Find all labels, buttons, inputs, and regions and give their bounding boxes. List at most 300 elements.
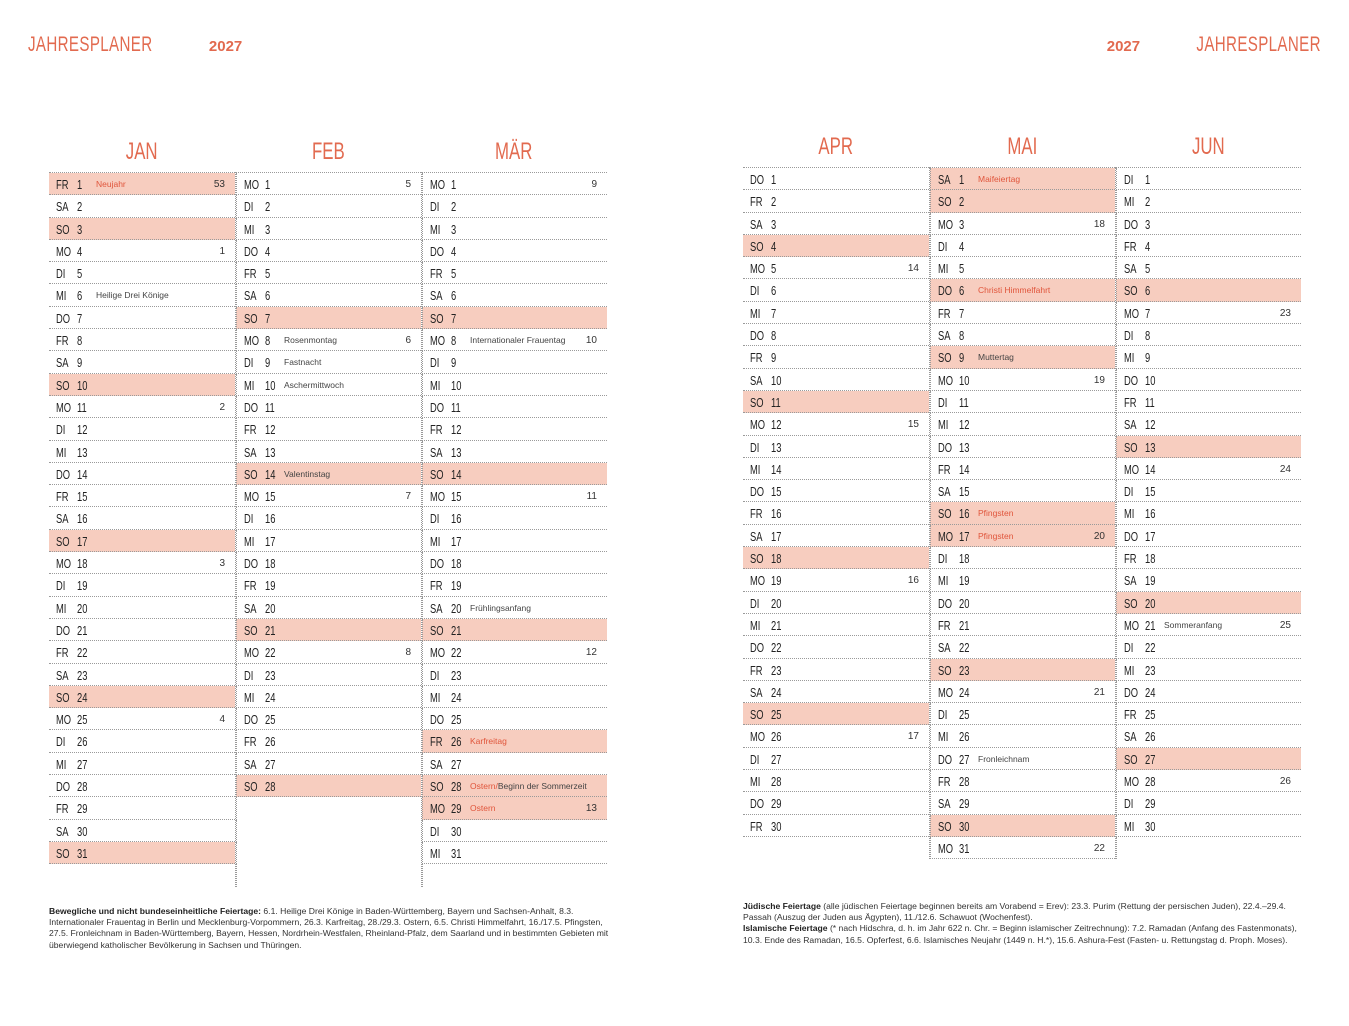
- week-number: 7: [405, 491, 411, 503]
- weekday: SO: [938, 506, 952, 522]
- day-number: 4: [1145, 238, 1151, 254]
- day-number: 27: [265, 756, 276, 772]
- day-row: [1116, 480, 1301, 502]
- weekday: MO: [938, 372, 954, 388]
- day-number: 5: [77, 266, 83, 282]
- day-row: [743, 324, 929, 346]
- day-number: 26: [451, 734, 462, 750]
- weekday: SA: [56, 511, 69, 527]
- day-number: 16: [959, 506, 970, 522]
- week-number: 21: [1093, 686, 1105, 698]
- weekday: SA: [938, 796, 951, 812]
- weekday: MI: [430, 377, 441, 393]
- day-row: [930, 681, 1115, 703]
- day-number: 28: [959, 774, 970, 790]
- day-row: [930, 703, 1115, 725]
- day-row: [743, 302, 929, 324]
- day-row: [930, 235, 1115, 257]
- week-number: 12: [585, 647, 597, 659]
- weekday: DI: [1124, 796, 1134, 812]
- weekday: MO: [244, 333, 260, 349]
- day-row: [1116, 681, 1301, 703]
- day-row: [930, 525, 1115, 547]
- day-row: [49, 507, 235, 529]
- weekday: SA: [244, 444, 257, 460]
- weekday: SO: [1124, 751, 1138, 767]
- day-row: [422, 552, 607, 574]
- weekday: SA: [244, 600, 257, 616]
- day-number: 8: [771, 328, 777, 344]
- day-event: Aschermittwoch: [284, 379, 344, 390]
- day-number: 24: [265, 689, 276, 705]
- day-row-empty: [236, 864, 421, 886]
- day-number: 20: [265, 600, 276, 616]
- weekday: SA: [56, 355, 69, 371]
- weekday: MI: [1124, 194, 1135, 210]
- day-row: [49, 351, 235, 373]
- day-row: [930, 279, 1115, 301]
- weekday: FR: [750, 818, 763, 834]
- day-row: [930, 302, 1115, 324]
- weekday: MO: [1124, 774, 1140, 790]
- day-number: 5: [265, 266, 271, 282]
- day-number: 3: [959, 216, 965, 232]
- weekday: DO: [56, 466, 71, 482]
- day-row: [1116, 725, 1301, 747]
- day-number: 27: [77, 756, 88, 772]
- day-row: [1116, 190, 1301, 212]
- day-row: [743, 659, 929, 681]
- weekday: SO: [938, 662, 952, 678]
- day-number: 3: [77, 221, 83, 237]
- day-row: [422, 797, 607, 819]
- day-number: 30: [1145, 818, 1156, 834]
- day-number: 14: [959, 461, 970, 477]
- weekday: MO: [56, 399, 72, 415]
- day-row: [930, 659, 1115, 681]
- day-number: 17: [451, 533, 462, 549]
- week-number: 22: [1093, 842, 1105, 854]
- planner-title: JAHRESPLANER: [28, 33, 153, 56]
- day-row: [49, 708, 235, 730]
- week-number: 2: [219, 401, 225, 413]
- weekday: FR: [56, 333, 69, 349]
- day-row: [930, 792, 1115, 814]
- day-number: 2: [451, 199, 457, 215]
- day-row: [49, 195, 235, 217]
- day-number: 3: [451, 221, 457, 237]
- day-number: 25: [959, 707, 970, 723]
- day-number: 25: [451, 712, 462, 728]
- weekday: MO: [1124, 617, 1140, 633]
- day-number: 11: [451, 399, 461, 415]
- day-number: 8: [77, 333, 83, 349]
- day-row: [236, 218, 421, 240]
- day-number: 15: [771, 484, 782, 500]
- day-row: [236, 262, 421, 284]
- day-row: [236, 195, 421, 217]
- day-row: [930, 391, 1115, 413]
- day-number: 21: [771, 617, 782, 633]
- day-number: 14: [771, 461, 782, 477]
- day-number: 1: [451, 177, 457, 192]
- weekday: DO: [750, 796, 765, 812]
- day-number: 12: [265, 422, 276, 438]
- day-row: [1116, 302, 1301, 324]
- weekday: DO: [1124, 684, 1139, 700]
- day-number: 19: [771, 573, 782, 589]
- day-row: [236, 351, 421, 373]
- day-row: [1116, 213, 1301, 235]
- day-number: 7: [771, 305, 777, 321]
- day-row: [1116, 614, 1301, 636]
- day-number: 27: [771, 751, 782, 767]
- weekday: SO: [56, 845, 70, 861]
- weekday: FR: [750, 506, 763, 522]
- week-number: 1: [219, 245, 225, 257]
- weekday: MO: [938, 684, 954, 700]
- day-row: [422, 641, 607, 663]
- day-number: 26: [265, 734, 276, 750]
- weekday: MI: [1124, 506, 1135, 522]
- day-number: 16: [265, 511, 276, 527]
- weekday: DI: [1124, 172, 1134, 187]
- day-number: 27: [451, 756, 462, 772]
- month-name: JAN: [126, 138, 158, 165]
- day-number: 26: [1145, 729, 1156, 745]
- weekday: SA: [938, 328, 951, 344]
- day-row: [1116, 659, 1301, 681]
- day-row: [743, 592, 929, 614]
- day-number: 29: [771, 796, 782, 812]
- day-number: 12: [77, 422, 88, 438]
- weekday: DI: [430, 823, 440, 839]
- day-number: 12: [451, 422, 462, 438]
- weekday: SA: [938, 640, 951, 656]
- weekday: FR: [938, 305, 951, 321]
- weekday: SA: [1124, 261, 1137, 277]
- day-number: 18: [451, 556, 462, 572]
- day-row: [743, 815, 929, 837]
- day-number: 28: [265, 779, 276, 795]
- day-number: 22: [1145, 640, 1156, 656]
- week-number: 53: [213, 179, 225, 190]
- weekday: FR: [244, 578, 257, 594]
- weekday: SO: [938, 818, 952, 834]
- day-number: 10: [771, 372, 782, 388]
- month-column: [421, 132, 607, 887]
- weekday: MO: [750, 417, 766, 433]
- day-row: [743, 436, 929, 458]
- month-column: [929, 127, 1115, 859]
- day-row: [1116, 636, 1301, 658]
- day-row: [743, 235, 929, 257]
- day-row: [930, 547, 1115, 569]
- day-row: [236, 374, 421, 396]
- day-row: [743, 636, 929, 658]
- day-row-empty: [422, 864, 607, 886]
- weekday: DO: [938, 751, 953, 767]
- page-header-right: [1107, 33, 1321, 57]
- weekday: DO: [750, 484, 765, 500]
- weekday: DI: [56, 734, 66, 750]
- day-row: [930, 369, 1115, 391]
- day-number: 3: [771, 216, 777, 232]
- day-row: [422, 374, 607, 396]
- day-number: 9: [77, 355, 83, 371]
- weekday: DO: [750, 328, 765, 344]
- weekday: MI: [1124, 818, 1135, 834]
- day-number: 15: [959, 484, 970, 500]
- note-text-jewish: (alle jüdischen Feiertage beginnen bereits am Vorabend = Erev): 23.3. Purim (Rettung der persischen Juden), 22.4.–29.4. Passah (Auszug der Juden aus Ägypten), 11./12.6. Schawuot (Wochenfest).: [743, 901, 1286, 923]
- day-row: [1116, 592, 1301, 614]
- day-row: [49, 664, 235, 686]
- weekday: MO: [430, 177, 446, 192]
- day-event: Internationaler Frauentag: [470, 335, 566, 346]
- day-number: 2: [771, 194, 777, 210]
- day-row: [236, 619, 421, 641]
- day-row: [49, 820, 235, 842]
- weekday: MO: [244, 645, 260, 661]
- day-number: 3: [265, 221, 271, 237]
- weekday: MO: [938, 840, 954, 856]
- day-number: 5: [959, 261, 965, 277]
- day-number: 27: [1145, 751, 1156, 767]
- day-row: [1116, 703, 1301, 725]
- weekday: DI: [244, 511, 254, 527]
- weekday: SA: [244, 756, 257, 772]
- day-row: [49, 730, 235, 752]
- day-number: 18: [77, 556, 88, 572]
- weekday: SO: [244, 466, 258, 482]
- day-number: 7: [1145, 305, 1151, 321]
- weekday: DI: [1124, 328, 1134, 344]
- weekday: SO: [750, 394, 764, 410]
- weekday: DO: [1124, 216, 1139, 232]
- day-row: [930, 748, 1115, 770]
- day-row: [743, 168, 929, 190]
- weekday: DO: [430, 399, 445, 415]
- day-number: 24: [771, 684, 782, 700]
- day-row: [236, 329, 421, 351]
- day-row: [930, 592, 1115, 614]
- weekday: DI: [56, 422, 66, 438]
- day-row: [743, 391, 929, 413]
- day-row: [236, 418, 421, 440]
- day-number: 9: [265, 355, 271, 371]
- weekday: FR: [938, 774, 951, 790]
- day-number: 30: [959, 818, 970, 834]
- weekday: MI: [244, 689, 255, 705]
- day-number: 4: [959, 238, 965, 254]
- day-row: [1116, 569, 1301, 591]
- day-list: [235, 172, 421, 887]
- day-row: [49, 842, 235, 864]
- day-row-empty: [1116, 837, 1301, 859]
- weekday: SA: [430, 444, 443, 460]
- day-row: [930, 213, 1115, 235]
- weekday: SO: [244, 622, 258, 638]
- day-row: [236, 574, 421, 596]
- weekday: DI: [938, 238, 948, 254]
- weekday: DI: [750, 439, 760, 455]
- day-row: [743, 614, 929, 636]
- day-row: [422, 597, 607, 619]
- day-number: 4: [771, 238, 777, 254]
- weekday: MO: [750, 261, 766, 277]
- weekday: SA: [56, 667, 69, 683]
- day-number: 3: [1145, 216, 1151, 232]
- day-number: 24: [1145, 684, 1156, 700]
- weekday: SO: [750, 238, 764, 254]
- weekday: MO: [244, 489, 260, 505]
- day-row: [1116, 748, 1301, 770]
- day-number: 20: [77, 600, 88, 616]
- day-row: [49, 441, 235, 463]
- month-column: [1115, 127, 1301, 859]
- day-number: 23: [959, 662, 970, 678]
- day-number: 13: [265, 444, 276, 460]
- day-row: [236, 307, 421, 329]
- day-number: 24: [959, 684, 970, 700]
- day-row: [422, 708, 607, 730]
- weekday: DO: [938, 439, 953, 455]
- day-row: [49, 753, 235, 775]
- day-row: [49, 463, 235, 485]
- day-row: [236, 173, 421, 195]
- day-event: Pfingsten: [978, 508, 1014, 519]
- day-number: 20: [1145, 595, 1156, 611]
- day-number: 23: [265, 667, 276, 683]
- day-row: [930, 413, 1115, 435]
- day-number: 2: [1145, 194, 1151, 210]
- month-title: [1115, 127, 1301, 167]
- weekday: MI: [244, 377, 255, 393]
- day-row: [236, 530, 421, 552]
- weekday: MI: [750, 461, 761, 477]
- weekday: DO: [430, 556, 445, 572]
- day-number: 7: [451, 310, 457, 326]
- day-row: [422, 730, 607, 752]
- weekday: SO: [750, 707, 764, 723]
- day-row: [930, 346, 1115, 368]
- day-number: 9: [959, 350, 965, 366]
- holiday-note-left: [49, 906, 609, 951]
- day-number: 25: [265, 712, 276, 728]
- day-event: Ostern: [470, 803, 496, 814]
- day-number: 17: [77, 533, 88, 549]
- weekday: DI: [1124, 484, 1134, 500]
- weekday: FR: [750, 662, 763, 678]
- day-event: [470, 781, 587, 791]
- day-event-extra: Beginn der Sommerzeit: [497, 781, 587, 792]
- day-number: 8: [1145, 328, 1151, 344]
- holiday-note-right: [743, 901, 1303, 946]
- day-number: 23: [1145, 662, 1156, 678]
- weekday: SA: [56, 199, 69, 215]
- day-list: [49, 172, 235, 887]
- day-row: [1116, 346, 1301, 368]
- month-column: [49, 132, 235, 887]
- day-number: 4: [451, 243, 457, 259]
- day-row: [930, 770, 1115, 792]
- day-row: [930, 436, 1115, 458]
- day-number: 11: [265, 399, 275, 415]
- day-row: [422, 619, 607, 641]
- day-row: [422, 441, 607, 463]
- day-number: 29: [77, 801, 88, 817]
- weekday: FR: [430, 734, 443, 750]
- day-row: [49, 396, 235, 418]
- day-number: 28: [77, 779, 88, 795]
- day-number: 18: [1145, 551, 1156, 567]
- day-number: 10: [959, 372, 970, 388]
- week-number: 19: [1093, 374, 1105, 386]
- day-number: 17: [959, 528, 970, 544]
- weekday: FR: [56, 489, 69, 505]
- day-row: [49, 574, 235, 596]
- day-number: 22: [771, 640, 782, 656]
- day-row: [236, 775, 421, 797]
- day-number: 13: [77, 444, 88, 460]
- weekday: DI: [750, 283, 760, 299]
- day-number: 10: [265, 377, 276, 393]
- day-number: 11: [959, 394, 969, 410]
- day-row: [49, 485, 235, 507]
- weekday: FR: [430, 266, 443, 282]
- weekday: DO: [938, 595, 953, 611]
- day-row: [422, 664, 607, 686]
- weekday: MO: [430, 645, 446, 661]
- weekday: MO: [56, 243, 72, 259]
- day-row: [422, 173, 607, 195]
- weekday: FR: [1124, 551, 1137, 567]
- weekday: DO: [244, 399, 259, 415]
- day-number: 31: [77, 845, 88, 861]
- weekday: DO: [430, 712, 445, 728]
- day-number: 31: [959, 840, 970, 856]
- day-row: [49, 418, 235, 440]
- day-row: [49, 641, 235, 663]
- weekday: MO: [750, 729, 766, 745]
- weekday: SO: [430, 466, 444, 482]
- day-event: Muttertag: [978, 352, 1014, 363]
- day-row: [422, 463, 607, 485]
- day-row: [1116, 391, 1301, 413]
- day-number: 13: [959, 439, 970, 455]
- weekday: DO: [56, 622, 71, 638]
- note-title-islamic: Islamische Feiertage: [743, 923, 828, 934]
- day-number: 19: [1145, 573, 1156, 589]
- day-number: 5: [1145, 261, 1151, 277]
- weekday: SO: [56, 533, 70, 549]
- week-number: 11: [586, 491, 597, 503]
- day-number: 24: [77, 689, 88, 705]
- week-number: 14: [907, 263, 919, 275]
- weekday: FR: [244, 734, 257, 750]
- week-number: 24: [1279, 463, 1291, 475]
- day-row: [930, 569, 1115, 591]
- day-number: 15: [77, 489, 88, 505]
- day-number: 28: [771, 774, 782, 790]
- day-row: [1116, 257, 1301, 279]
- day-number: 23: [451, 667, 462, 683]
- day-row: [743, 213, 929, 235]
- weekday: DO: [56, 310, 71, 326]
- day-row: [422, 842, 607, 864]
- day-event-main: Ostern/: [470, 781, 498, 792]
- day-number: 8: [959, 328, 965, 344]
